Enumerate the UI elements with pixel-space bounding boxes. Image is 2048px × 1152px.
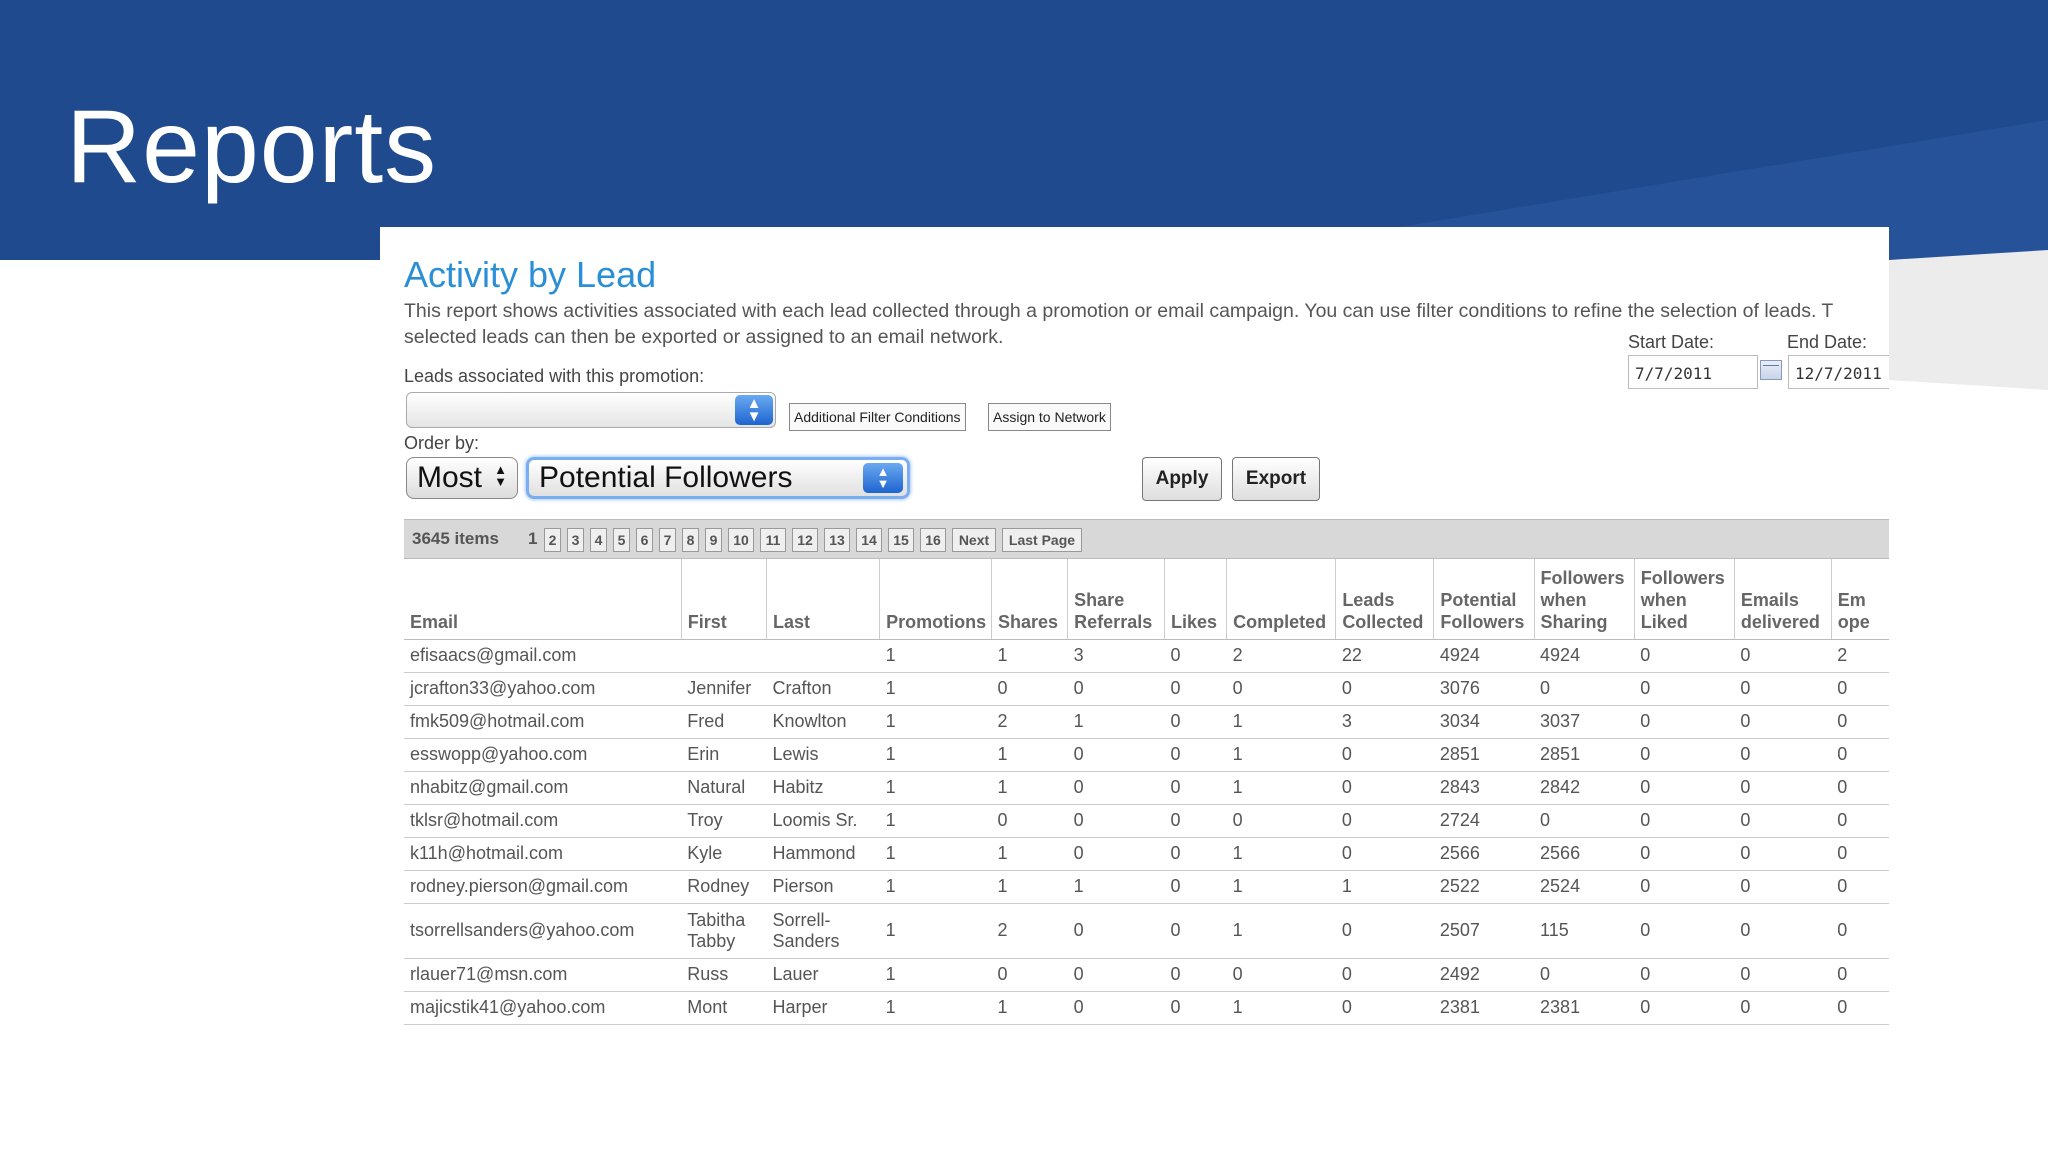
table-cell: 1 [880,804,992,837]
table-row[interactable] [404,672,1889,705]
table-cell: 2724 [1434,804,1534,837]
select-arrows-icon: ▲ ▼ [494,462,507,489]
table-cell: Rodney [681,870,766,903]
table-cell: 1 [1227,991,1336,1024]
page-link[interactable]: 11 [760,528,786,552]
table-cell: jcrafton33@yahoo.com [404,672,681,705]
table-cell: 1 [1227,771,1336,804]
table-cell: 0 [1068,672,1165,705]
table-cell [681,639,766,672]
table-cell: 0 [1227,804,1336,837]
table-cell: 0 [1634,672,1734,705]
table-cell: 1 [880,639,992,672]
table-cell: 0 [1734,771,1831,804]
table-cell: 0 [1336,804,1434,837]
table-cell: 0 [1068,837,1165,870]
column-header[interactable]: Promotions [880,559,992,639]
table-cell: 0 [1534,672,1634,705]
table-cell: 0 [1068,991,1165,1024]
table-cell: 3 [1336,705,1434,738]
table-header-row [404,559,1889,639]
table-cell: 1 [1068,870,1165,903]
table-cell: 1 [1227,903,1336,958]
table-cell: 1 [1227,870,1336,903]
column-header[interactable]: Followers when Sharing [1534,559,1634,639]
table-row[interactable] [404,705,1889,738]
leads-table [404,559,1889,1042]
table-cell: 0 [1164,771,1226,804]
page-link[interactable]: 6 [636,528,653,552]
table-cell: 3037 [1534,705,1634,738]
table-cell: 0 [1734,804,1831,837]
table-cell: 2851 [1534,738,1634,771]
table-cell: 1 [880,771,992,804]
table-cell: 0 [1534,804,1634,837]
table-cell: 0 [1336,903,1434,958]
table-cell: 1 [880,672,992,705]
table-cell: 0 [1634,771,1734,804]
table-cell: Fred [681,705,766,738]
table-cell: 0 [1634,903,1734,958]
table-row[interactable] [404,771,1889,804]
table-cell: 0 [1734,837,1831,870]
table-cell: 0 [1164,804,1226,837]
column-header[interactable]: Em ope [1831,559,1889,639]
select-arrows-icon: ▲ ▼ [735,395,773,425]
export-button[interactable]: Export [1232,457,1320,501]
table-cell: 1 [991,991,1067,1024]
table-cell: 0 [1831,903,1889,958]
report-description-line1: This report shows activities associated with each lead collected through a promotion or email campaign. You can use filter conditions to refine the selection of leads. T [404,300,1834,322]
order-by-label: Order by: [404,433,480,453]
column-header[interactable]: First [681,559,766,639]
promotion-select[interactable] [406,392,776,428]
table-cell: 2507 [1434,903,1534,958]
page-link[interactable]: 7 [659,528,676,552]
slide-title: Reports [66,89,438,205]
table-cell: 1 [880,991,992,1024]
table-cell: 2 [991,903,1067,958]
table-cell: 0 [1831,771,1889,804]
table-cell: 0 [1534,958,1634,991]
table-cell: 1 [1227,705,1336,738]
table-cell: 0 [1831,958,1889,991]
table-body [404,639,1889,1042]
table-cell: 0 [1831,870,1889,903]
table-cell: 0 [1336,991,1434,1024]
table-cell: 0 [991,958,1067,991]
apply-button[interactable]: Apply [1142,457,1222,501]
table-cell: 1 [991,738,1067,771]
report-screenshot [380,227,1889,1042]
table-row[interactable] [404,958,1889,991]
column-header[interactable]: Shares [991,559,1067,639]
table-cell: 0 [1336,958,1434,991]
table-row[interactable] [404,738,1889,771]
end-date-input[interactable]: 12/7/2011 [1788,355,1889,389]
table-cell: 0 [1634,639,1734,672]
table-cell: 1 [880,958,992,991]
table-cell: 0 [1164,672,1226,705]
table-cell: 1 [880,903,992,958]
table-cell: 0 [1734,870,1831,903]
table-cell: 0 [1336,672,1434,705]
table-cell: 0 [1068,771,1165,804]
column-header[interactable]: Followers when Liked [1634,559,1734,639]
table-cell: esswopp@yahoo.com [404,738,681,771]
column-header[interactable]: Emails delivered [1734,559,1831,639]
table-cell: 0 [991,804,1067,837]
table-cell: 0 [1734,672,1831,705]
table-cell: 2381 [1534,991,1634,1024]
table-cell: 4924 [1434,639,1534,672]
table-cell: Habitz [766,771,879,804]
table-cell: 1 [991,639,1067,672]
table-cell: 0 [1831,837,1889,870]
page-link[interactable]: 13 [824,528,850,552]
table-cell: Harper [766,991,879,1024]
table-cell: 0 [1634,870,1734,903]
table-cell: 3 [1068,639,1165,672]
table-cell: Mont [681,991,766,1024]
table-cell: 1 [880,837,992,870]
table-cell: tklsr@hotmail.com [404,804,681,837]
table-cell: 0 [1831,738,1889,771]
table-cell: Pierson [766,870,879,903]
page-link[interactable]: 2 [544,528,561,552]
report-title: Activity by Lead [404,254,657,295]
table-cell: 0 [1068,738,1165,771]
next-page-link[interactable]: Next [952,528,996,552]
table-cell: 0 [1068,804,1165,837]
table-cell: 2566 [1534,837,1634,870]
calendar-icon[interactable] [1760,360,1782,380]
table-cell: 0 [1734,903,1831,958]
table-cell: 2522 [1434,870,1534,903]
last-page-link[interactable]: Last Page [1002,528,1082,552]
table-cell: 0 [1227,958,1336,991]
table-cell: 0 [1734,991,1831,1024]
table-cell: 2851 [1434,738,1534,771]
table-cell: 0 [1164,903,1226,958]
item-count: 3645 items [412,529,499,548]
table-cell: 0 [1227,672,1336,705]
table-cell [766,639,879,672]
table-cell: 0 [1634,804,1734,837]
column-header[interactable]: Last [766,559,879,639]
table-cell: 2524 [1534,870,1634,903]
table-cell: nhabitz@gmail.com [404,771,681,804]
table-cell: Lauer [766,958,879,991]
table-cell: 0 [1634,705,1734,738]
table-cell: 0 [1164,870,1226,903]
table-cell: 1 [1068,705,1165,738]
assign-network-button[interactable]: Assign to Network [988,403,1111,431]
order-direction-value: Most [417,461,483,494]
table-cell: Erin [681,738,766,771]
table-cell: Russ [681,958,766,991]
table-cell: Crafton [766,672,879,705]
table-cell: 0 [1734,958,1831,991]
table-cell: 0 [1164,958,1226,991]
table-cell: 1 [880,738,992,771]
table-cell: 22 [1336,639,1434,672]
page-link[interactable]: 8 [682,528,699,552]
table-cell: 1 [991,837,1067,870]
table-cell: 2492 [1434,958,1534,991]
table-row[interactable] [404,991,1889,1024]
page-link[interactable]: 15 [888,528,914,552]
table-cell: 1 [880,705,992,738]
page-link[interactable]: 12 [792,528,818,552]
table-cell: 0 [1831,804,1889,837]
table-cell: Lewis [766,738,879,771]
table-cell: Tabitha Tabby [681,903,766,958]
table-cell: Sorrell-Sanders [766,903,879,958]
table-cell: rlauer71@msn.com [404,958,681,991]
table-cell: 3034 [1434,705,1534,738]
column-header[interactable]: Potential Followers [1434,559,1534,639]
table-row[interactable] [404,903,1889,958]
table-cell: 0 [1068,903,1165,958]
table-cell: 0 [1336,738,1434,771]
table-cell: 0 [1164,738,1226,771]
table-cell: 0 [1734,738,1831,771]
column-header[interactable]: Likes [1164,559,1226,639]
page-link[interactable]: 9 [705,528,722,552]
table-cell: 2381 [1434,991,1534,1024]
promotion-label: Leads associated with this promotion: [404,366,705,386]
table-cell: 0 [1336,771,1434,804]
order-direction-select[interactable] [406,457,518,499]
table-cell: efisaacs@gmail.com [404,639,681,672]
screenshot-crop-edge [380,1027,1889,1042]
table-cell: 3076 [1434,672,1534,705]
table-row[interactable] [404,804,1889,837]
page-link[interactable]: 3 [567,528,584,552]
page-link[interactable]: 5 [613,528,630,552]
table-cell: 1 [1336,870,1434,903]
end-date-label: End Date: [1787,332,1868,352]
additional-filter-button[interactable]: Additional Filter Conditions [789,403,966,431]
table-cell: fmk509@hotmail.com [404,705,681,738]
table-cell: 1 [991,870,1067,903]
table-cell: 0 [1831,705,1889,738]
table-cell: Jennifer [681,672,766,705]
column-header[interactable]: Email [404,559,681,639]
table-cell: 2843 [1434,771,1534,804]
table-cell: rodney.pierson@gmail.com [404,870,681,903]
page-link[interactable]: 16 [920,528,946,552]
table-cell: Troy [681,804,766,837]
order-field-value: Potential Followers [539,461,793,494]
table-cell: Natural [681,771,766,804]
table-cell: 1 [880,870,992,903]
table-cell: Hammond [766,837,879,870]
column-header[interactable]: Share Referrals [1068,559,1165,639]
table-cell: 4924 [1534,639,1634,672]
table-cell: 0 [1336,837,1434,870]
table-cell: 0 [1634,991,1734,1024]
table-cell: 115 [1534,903,1634,958]
table-cell: 0 [1634,837,1734,870]
table-cell: 0 [1831,991,1889,1024]
table-cell: 0 [1164,705,1226,738]
table-cell: 2566 [1434,837,1534,870]
table-cell: 0 [1068,958,1165,991]
table-cell: Kyle [681,837,766,870]
table-cell: 2 [1227,639,1336,672]
pagination-bar [404,519,1889,559]
table-cell: 1 [1227,837,1336,870]
table-cell: 2 [1831,639,1889,672]
order-field-select[interactable] [526,457,910,499]
table-cell: 0 [1734,639,1831,672]
table-cell: k11h@hotmail.com [404,837,681,870]
table-cell: Loomis Sr. [766,804,879,837]
table-cell: 0 [1164,837,1226,870]
table-cell: 0 [991,672,1067,705]
select-arrows-icon: ▲ ▼ [863,463,903,493]
column-header[interactable]: Leads Collected [1336,559,1434,639]
table-cell: 1 [991,771,1067,804]
page-link[interactable]: 14 [856,528,882,552]
table-cell: majicstik41@yahoo.com [404,991,681,1024]
page-link[interactable]: 4 [590,528,607,552]
table-cell: tsorrellsanders@yahoo.com [404,903,681,958]
column-header[interactable]: Completed [1227,559,1336,639]
table-cell: 0 [1164,639,1226,672]
table-row[interactable] [404,870,1889,903]
table-cell: 2 [991,705,1067,738]
table-cell: 0 [1831,672,1889,705]
table-row[interactable] [404,639,1889,672]
table-cell: 0 [1164,991,1226,1024]
table-row[interactable] [404,837,1889,870]
current-page: 1 [528,529,538,548]
table-cell: 0 [1634,738,1734,771]
start-date-label: Start Date: [1628,332,1715,352]
table-cell: Knowlton [766,705,879,738]
table-cell: 0 [1634,958,1734,991]
table-cell: 1 [1227,738,1336,771]
page-link[interactable]: 10 [728,528,754,552]
report-description-line2: selected leads can then be exported or assigned to an email network. [404,326,1004,348]
table-cell: 2842 [1534,771,1634,804]
start-date-input[interactable]: 7/7/2011 [1628,355,1758,389]
table-cell: 0 [1734,705,1831,738]
